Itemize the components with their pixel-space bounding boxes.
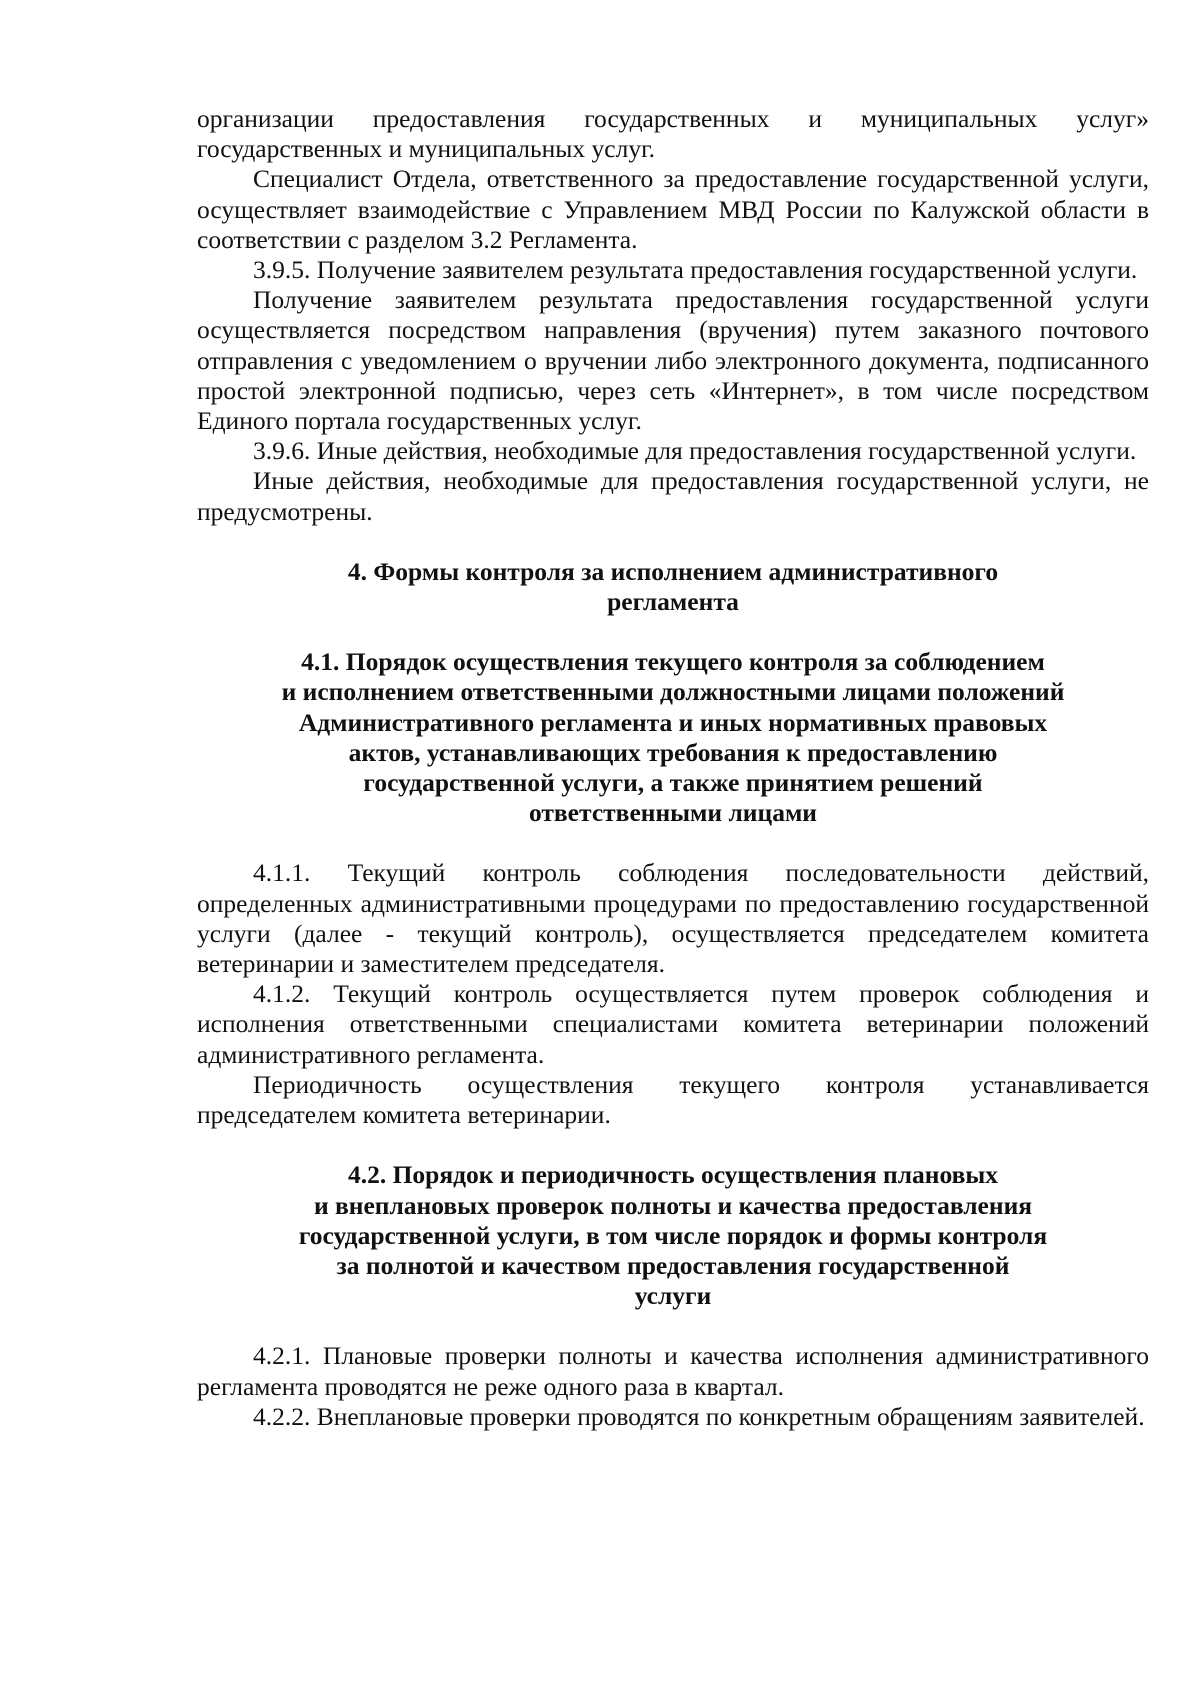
section-heading-4-1-line-1: 4.1. Порядок осуществления текущего контроля за соблюдением [301, 647, 1045, 677]
section-heading-4-1-line-6: ответственными лицами [528, 798, 818, 828]
section-heading-4-2 [197, 1160, 1149, 1311]
section-heading-4-1-line-2: и исполнением ответственными должностными лицами положений [281, 677, 1065, 707]
document-page [197, 104, 1149, 1432]
paragraph-specialist: Специалист Отдела, ответственного за предоставление государственной услуги, осуществляет взаимодействие с Управлением МВД России по Калужской области в соответствии с разделом 3.2 Регламента. [197, 164, 1149, 254]
section-heading-4-2-line-5: услуги [634, 1281, 712, 1311]
paragraph-4-1-2: 4.1.2. Текущий контроль осуществляется путем проверок соблюдения и исполнения ответственными специалистами комитета ветеринарии положений административного регламента. [197, 979, 1149, 1069]
paragraph-intro-line-2: государственных и муниципальных услуг. [197, 134, 656, 164]
paragraph-intro [197, 104, 1149, 164]
paragraph-3-9-5-text: Получение заявителем результата предоставления государственной услуги осуществляется посредством направления (вручения) путем заказного почтового отправления с уведомлением о вручении либо электронного документа, подписанного простой электронной подписью, через сеть «Интернет», в том числе посредством Единого портала государственных услуг. [197, 285, 1149, 436]
paragraph-4-1-1: 4.1.1. Текущий контроль соблюдения последовательности действий, определенных административными процедурами по предоставлению государственной услуги (далее - текущий контроль), осуществляется председателем комитета ветеринарии и заместителем председателя. [197, 858, 1149, 979]
paragraph-4-2-1: 4.2.1. Плановые проверки полноты и качества исполнения административного регламента проводятся не реже одного раза в квартал. [197, 1341, 1149, 1401]
section-heading-4-line-2: регламента [607, 587, 739, 617]
paragraph-3-9-6-text: Иные действия, необходимые для предоставления государственной услуги, не предусмотрены. [197, 466, 1149, 526]
section-heading-4-line-1: 4. Формы контроля за исполнением административного [347, 556, 999, 586]
paragraph-4-2-2: 4.2.2. Внеплановые проверки проводятся по конкретным обращениям заявителей. [253, 1401, 1145, 1431]
paragraph-periodicity: Периодичность осуществления текущего контроля устанавливается председателем комитета ветеринарии. [197, 1069, 1149, 1130]
paragraph-3-9-6: 3.9.6. Иные действия, необходимые для предоставления государственной услуги. [253, 436, 1137, 466]
section-heading-4-1-line-5: государственной услуги, а также принятием решений [363, 768, 983, 798]
section-heading-4 [197, 557, 1149, 617]
section-heading-4-2-line-3: государственной услуги, в том числе порядок и формы контроля [298, 1220, 1048, 1250]
paragraph-intro-line-1: организации предоставления государственных и муниципальных услуг» [197, 104, 1149, 133]
section-heading-4-2-line-2: и внеплановых проверок полноты и качества предоставления [313, 1190, 1033, 1220]
section-heading-4-2-line-1: 4.2. Порядок и периодичность осуществления плановых [347, 1160, 999, 1190]
paragraph-3-9-5: 3.9.5. Получение заявителем результата предоставления государственной услуги. [253, 255, 1138, 285]
section-heading-4-2-line-4: за полнотой и качеством предоставления государственной [336, 1250, 1010, 1280]
section-heading-4-1 [197, 647, 1149, 828]
section-heading-4-1-line-4: актов, устанавливающих требования к предоставлению [348, 737, 998, 767]
section-heading-4-1-line-3: Административного регламента и иных нормативных правовых [298, 707, 1048, 737]
